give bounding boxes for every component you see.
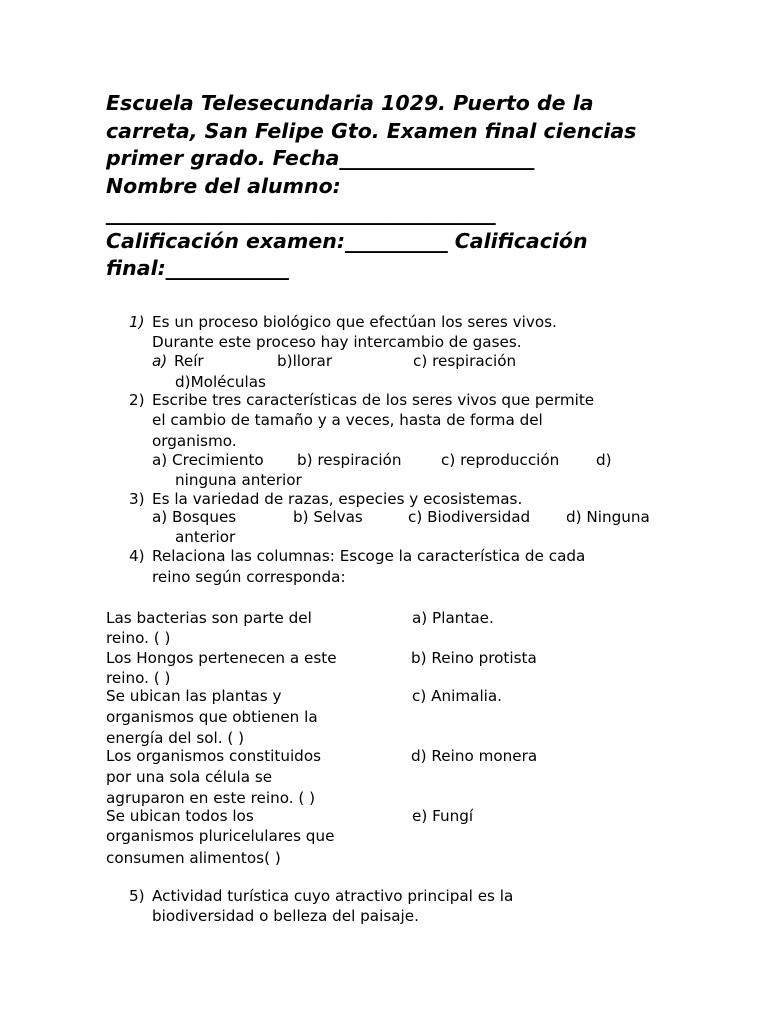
matching-left-item: consumen alimentos( ) — [106, 849, 281, 867]
question-5-text: Actividad turística cuyo atractivo principal es la — [152, 887, 514, 905]
matching-left-item: Se ubican las plantas y — [106, 687, 282, 705]
matching-left-item: organismos que obtienen la — [106, 708, 318, 726]
header-line: Calificación examen:__________ Calificación — [106, 228, 588, 253]
matching-left-item: reino. ( ) — [106, 629, 171, 647]
matching-right-item: a) Plantae. — [412, 609, 494, 627]
question-1-option-a: Reír — [174, 352, 204, 370]
matching-left-item: energía del sol. ( ) — [106, 729, 245, 747]
question-3-number: 3) — [129, 490, 145, 508]
question-3-option-d: d) Ninguna — [566, 508, 650, 526]
question-2-number: 2) — [129, 391, 145, 409]
matching-left-item: agruparon en este reino. ( ) — [106, 789, 316, 807]
question-5-text: biodiversidad o belleza del paisaje. — [152, 907, 419, 925]
question-1-option-d: d)Moléculas — [175, 373, 266, 391]
question-1-text: Durante este proceso hay intercambio de gases. — [152, 333, 522, 351]
matching-right-item: b) Reino protista — [411, 649, 537, 667]
question-4-text: Relaciona las columnas: Escoge la característica de cada — [152, 547, 586, 565]
question-2-option-d-text: ninguna anterior — [175, 471, 302, 489]
matching-left-item: reino. ( ) — [106, 669, 171, 687]
question-2-text: organismo. — [152, 432, 237, 450]
question-3-option-a: a) Bosques — [152, 508, 237, 526]
question-3-option-c: c) Biodiversidad — [408, 508, 531, 526]
question-2-text: Escribe tres características de los seres vivos que permite — [152, 391, 595, 409]
header-line: Nombre del alumno: — [106, 173, 341, 198]
matching-right-item: e) Fungí — [412, 807, 474, 825]
question-2-option-d: d) — [596, 451, 612, 469]
question-3-option-d-text: anterior — [175, 528, 236, 546]
matching-left-item: por una sola célula se — [106, 768, 273, 786]
question-1-option-c: c) respiración — [413, 352, 517, 370]
question-1-option-a-letter: a) — [152, 352, 168, 370]
question-4-text: reino según corresponda: — [152, 568, 346, 586]
question-3-option-b: b) Selvas — [293, 508, 363, 526]
matching-left-item: Las bacterias son parte del — [106, 609, 312, 627]
matching-right-item: d) Reino monera — [411, 747, 538, 765]
header-line: final:____________ — [106, 256, 289, 280]
header-line: primer grado. Fecha___________________ — [106, 146, 535, 170]
question-2-option-c: c) reproducción — [441, 451, 560, 469]
matching-left-item: organismos pluricelulares que — [106, 827, 335, 845]
question-2-text: el cambio de tamaño y a veces, hasta de forma del — [152, 411, 543, 429]
header-line: Escuela Telesecundaria 1029. Puerto de la — [106, 91, 594, 115]
matching-right-item: c) Animalia. — [412, 687, 503, 705]
question-3-text: Es la variedad de razas, especies y ecosistemas. — [152, 490, 523, 508]
header-line: carreta, San Felipe Gto. Examen final ciencias — [106, 118, 637, 143]
question-4-number: 4) — [129, 547, 145, 565]
matching-left-item: Se ubican todos los — [106, 807, 254, 825]
question-1-option-b: b)llorar — [277, 352, 333, 370]
matching-left-item: Los Hongos pertenecen a este — [106, 649, 337, 667]
question-1-number: 1) — [129, 313, 145, 331]
matching-left-item: Los organismos constituidos — [106, 747, 322, 765]
header-line: ______________________________________ — [106, 201, 496, 225]
question-5-number: 5) — [129, 887, 145, 905]
question-2-option-a: a) Crecimiento — [152, 451, 264, 469]
question-1-text: Es un proceso biológico que efectúan los seres vivos. — [152, 313, 557, 331]
question-2-option-b: b) respiración — [297, 451, 402, 469]
exam-header — [106, 90, 666, 283]
